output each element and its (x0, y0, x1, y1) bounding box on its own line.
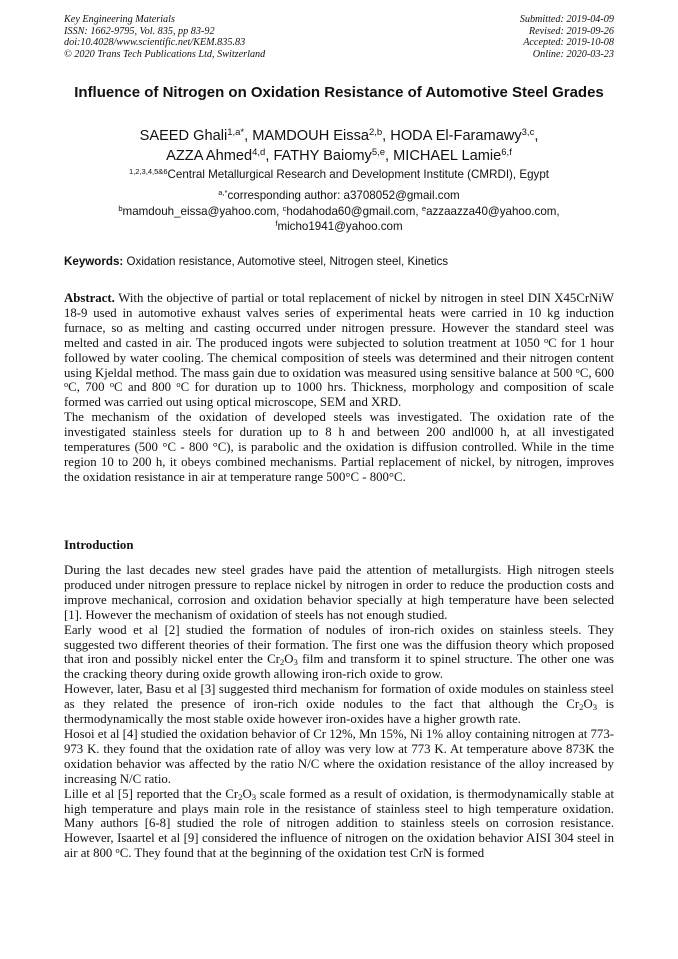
abstract-text: C, 600 (579, 365, 614, 380)
affiliation-text: Central Metallurgical Research and Development Institute (CMRDI), Egypt (167, 168, 549, 181)
affiliation (40, 168, 638, 182)
author-name: FATHY Baiomy (273, 148, 372, 164)
author-line-2: AZZA Ahmed$^{4,d}$, FATHY Baiomy$^{5,e}$, MICHAEL Lamie$^{6,f}$ (166, 146, 512, 164)
journal-header (64, 14, 265, 60)
email-sup: c (282, 203, 287, 213)
subscript: 2 (238, 791, 243, 802)
author-name: MICHAEL Lamie (393, 148, 502, 164)
author-sup: 2,b (368, 126, 383, 138)
affiliation-sup: 1,2,3,4,5&6 (129, 166, 168, 176)
email-sup: b (118, 203, 123, 213)
keywords (64, 255, 614, 269)
intro-paragraph-5 (64, 787, 614, 862)
subscript: 3 (592, 702, 598, 713)
degree-sup: o (109, 380, 115, 390)
email-link[interactable]: hodahoda60@gmail.com (286, 205, 416, 218)
online-date: Online: 2020-03-23 (532, 48, 614, 60)
email-link[interactable]: mamdouh_eissa@yahoo.com (122, 205, 277, 218)
intro-text: O (284, 652, 294, 667)
subscript: 2 (579, 702, 584, 713)
email-line-2 (50, 219, 628, 234)
intro-text: Early wood et al [2] studied the formation of nodules of iron-rich oxides on stainless steels. They suggested two different theories of their formation. The first one was the diffusion theory which proposed that iron and possibly nickel enter the Cr (64, 622, 614, 667)
author-name: SAEED Ghali (139, 128, 228, 144)
corresponding-sup: a,* (218, 187, 228, 197)
intro-paragraph-3 (64, 682, 614, 727)
journal-copyright: © 2020 Trans Tech Publications Ltd, Switzerland (64, 48, 266, 60)
subscript: 3 (251, 791, 257, 802)
subscript: 2 (279, 657, 285, 668)
introduction-heading: Introduction (64, 538, 134, 552)
journal-issn: ISSN: 1662-9795, Vol. 835, pp 83-92 (64, 25, 215, 37)
intro-text: O (583, 697, 593, 712)
author-line-1: SAEED Ghali$^{1,a*}$, MAMDOUH Eissa$^{2,b}$, HODA El-Faramawy$^{3,c}$, (139, 126, 539, 144)
email-sup: f (275, 218, 278, 228)
intro-text: However, later, Basu et al [3] suggested third mechanism for formation of oxide modules on stainless steel as they related the presence of iron-rich oxide nodules to the fact that although the Cr (64, 682, 614, 712)
author-name: MAMDOUH Eissa (252, 128, 369, 144)
abstract-text: C for 1 hour followed by water cooling. The chemical composition of steels was determined and their nitrogen content using Kjeldal method. The mass gain due to oxidation was measured using sensitive balance at 500 (64, 335, 614, 380)
intro-text: is thermodynamically the most stable oxide however iron-oxides have a higher growth rate. (64, 697, 614, 727)
abstract-text: With the objective of partial or total replacement of nickel by nitrogen in steel DIN X45CrNiW 18-9 used in automotive exhaust valves series of experimental heats were carried in 10 kg induction furnace, so as melting and casting occurred under nitrogen pressure. However the standard steel was melted and casted in air. The produced ingots were subjected to solution treatment at 1050 (64, 291, 614, 350)
author-list (64, 126, 614, 166)
accepted-date: Accepted: 2019-10-08 (523, 37, 614, 49)
keywords-text: Oxidation resistance, Automotive steel, Nitrogen steel, Kinetics (123, 255, 449, 268)
corresponding-text: corresponding author: a3708052@gmail.com (227, 189, 460, 202)
author-sup: 1,a* (227, 126, 245, 138)
subscript: 3 (293, 657, 298, 668)
abstract-paragraph-2: The mechanism of the oxidation of developed steels was investigated. The oxidation rate of the investigated stainless steels for duration up to 8 h and between 200 andl000 h, at all investigated temperatures (500 °C - 800 °C), is parabolic and the oxidation is diffusion controlled. While in the time region 10 to 200 h, it obeys combined mechanisms. Partial replacement of nickel, by nitrogen, improves the oxidation resistance in air at temperature range 500°C - 800°C. (64, 410, 614, 484)
paper-title: Influence of Nitrogen on Oxidation Resistance of Automotive Steel Grades (74, 84, 604, 101)
email-link[interactable]: azzaazza40@yahoo.com (426, 205, 557, 218)
intro-text: film and transform it to spinel structure. The other one was the cracking theory during oxide growth allowing iron-rich oxide to grow. (64, 652, 614, 682)
author-sup: 5,e (371, 146, 386, 158)
abstract-label: Abstract. (64, 291, 115, 305)
submitted-date: Submitted: 2019-04-09 (519, 14, 614, 25)
intro-paragraph-4: Hosoi et al [4] studied the oxidation behavior of Cr 12%, Mn 15%, Ni 1% alloy containing nitrogen at 773-973 K. they found that the oxidation rate of alloy was very low at 773 K. At temperature above 873K the oxidation behavior was affected by the ratio N/C where the oxidation resistance of the alloy increased by increasing N/C ratio. (64, 726, 614, 786)
intro-text: O (242, 786, 252, 801)
dates-header (520, 14, 614, 60)
revised-date: Revised: 2019-09-26 (528, 25, 614, 37)
email-line-1: $^b$mamdouh_eissa@yahoo.com, $^c$hodahoda60@gmail.com, $^e$azzaazza40@yahoo.com, (118, 203, 560, 218)
abstract-text: C, 700 (68, 380, 110, 395)
intro-text: C. They found that at the beginning of the oxidation test CrN is formed (119, 846, 485, 861)
abstract-text: C for duration up to 1000 hrs. Thickness, morphology and composition of scale formed was carried out using optical microscope, SEM and XRD. (64, 380, 614, 410)
degree-sup: o (575, 365, 580, 375)
journal-name: Key Engineering Materials (64, 14, 175, 25)
author-sup: 4,d (252, 146, 266, 158)
author-sup: 6,f (501, 146, 512, 158)
author-emails (50, 204, 628, 234)
abstract-section (64, 291, 614, 485)
journal-doi: doi:10.4028/www.scientific.net/KEM.835.83 (64, 37, 246, 49)
degree-sup: o (543, 335, 549, 345)
degree-sup: o (176, 380, 181, 390)
degree-sup: o (115, 846, 120, 856)
author-name: HODA El-Faramawy (390, 128, 522, 144)
author-sup: 3,c (521, 126, 535, 138)
intro-paragraph-2 (64, 623, 614, 683)
corresponding-author (64, 189, 614, 203)
author-name: AZZA Ahmed (166, 148, 253, 164)
abstract-paragraph-1 (64, 291, 614, 410)
intro-paragraph-1: During the last decades new steel grades have paid the attention of metallurgists. High nitrogen steels produced under nitrogen pressure to replace nickel by nitrogen in order to reduce the production costs and improve mechanical, corrosion and oxidation behavior specially at high temperature have been selected [1]. However the mechanism of oxidation of steels has not enough studied. (64, 563, 614, 622)
introduction-section (64, 563, 614, 861)
email-link[interactable]: micho1941@yahoo.com (277, 220, 403, 233)
intro-text: Lille et al [5] reported that the Cr (64, 786, 239, 801)
degree-sup: o (64, 380, 69, 390)
intro-text: scale formed as a result of oxidation, is thermodynamically stable at high temperature and plays main role in the resistance of stainless steel to high temperature oxidation. Many authors [6-8] studied the role of nitrogen addition to stainless steels on corrosion resistance. However, Isaartel et al [9] considered the influence of nitrogen on the oxidation behavior AISI 304 steel in air at 800 (64, 786, 614, 861)
keywords-label: Keywords: (64, 255, 124, 268)
abstract-text: C and 800 (114, 380, 177, 395)
email-sup: e (421, 203, 427, 213)
